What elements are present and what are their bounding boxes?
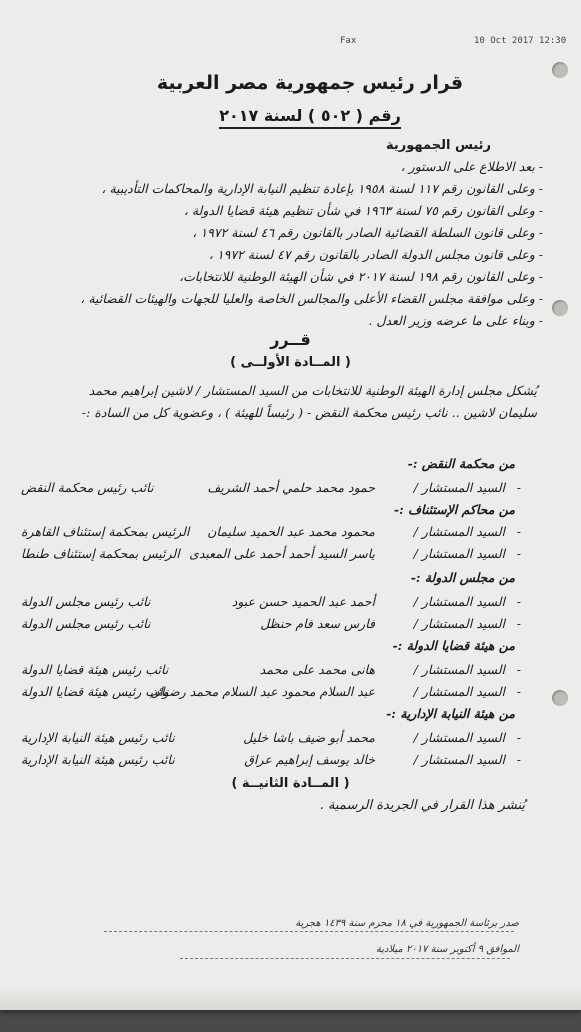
member-role: نائب رئيس محكمة النقض bbox=[21, 480, 154, 495]
preamble-line: - وعلى القانون رقم ١٩٨ لسنة ٢٠١٧ في شأن الهيئة الوطنية للانتخابات، bbox=[179, 269, 543, 284]
preamble-line: - وعلى القانون رقم ٧٥ لسنة ١٩٦٣ في شأن تنظيم هيئة قضايا الدولة ، bbox=[183, 203, 543, 218]
preamble-line: - بعد الاطلاع على الدستور ، bbox=[400, 159, 543, 174]
article-1-line: يُشكل مجلس إدارة الهيئة الوطنية للانتخابات من السيد المستشار / لاشين إبراهيم محمد bbox=[88, 383, 537, 398]
punch-hole-mark bbox=[552, 300, 568, 316]
bullet-dash: - bbox=[516, 480, 521, 495]
bullet-dash: - bbox=[516, 594, 521, 609]
member-name: هانى محمد على محمد bbox=[259, 662, 375, 677]
member-row bbox=[21, 684, 521, 704]
paper-edge bbox=[0, 985, 581, 1010]
preamble-line: - وعلى القانون رقم ١١٧ لسنة ١٩٥٨ بإعادة تنظيم النيابة الإدارية والمحاكمات التأديبية ، bbox=[101, 181, 543, 196]
member-role: الرئيس بمحكمة إستئناف طنطا bbox=[21, 546, 180, 561]
dashed-underline bbox=[104, 931, 514, 932]
preamble-line: - وبناء على ما عرضه وزير العدل . bbox=[368, 313, 543, 328]
member-role: نائب رئيس هيئة النيابة الإدارية bbox=[21, 730, 175, 745]
member-name: عبد السلام محمود عبد السلام محمد رضوان bbox=[149, 684, 375, 699]
member-title: السيد المستشار / bbox=[413, 594, 505, 609]
member-row bbox=[21, 546, 521, 566]
member-name: خالد يوسف إبراهيم عراق bbox=[244, 752, 375, 767]
section-heading-admin-prosecution: من هيئة النيابة الإدارية :- bbox=[386, 706, 515, 721]
member-title: السيد المستشار / bbox=[413, 752, 505, 767]
member-role: نائب رئيس هيئة قضايا الدولة bbox=[21, 684, 169, 699]
bullet-dash: - bbox=[516, 752, 521, 767]
fax-datetime: 10 Oct 2017 12:30 bbox=[474, 36, 567, 46]
decree-word: قــرر bbox=[270, 330, 311, 349]
member-row bbox=[21, 524, 521, 544]
preamble-line: - وعلى قانون مجلس الدولة الصادر بالقانون رقم ٤٧ لسنة ١٩٧٢ ، bbox=[208, 247, 543, 262]
section-heading-state-lawsuits: من هيئة قضايا الدولة :- bbox=[392, 638, 515, 653]
preamble-line: - وعلى موافقة مجلس القضاء الأعلى والمجالس الخاصة والعليا للجهات والهيئات القضائية ، bbox=[80, 291, 543, 306]
bullet-dash: - bbox=[516, 684, 521, 699]
member-row bbox=[21, 480, 521, 500]
bullet-dash: - bbox=[516, 662, 521, 677]
member-role: نائب رئيس هيئة قضايا الدولة bbox=[21, 662, 169, 677]
member-role: نائب رئيس مجلس الدولة bbox=[21, 594, 151, 609]
member-name: حمود محمد حلمي أحمد الشريف bbox=[207, 480, 375, 495]
member-role: الرئيس بمحكمة إستئناف القاهرة bbox=[21, 524, 190, 539]
member-row bbox=[21, 594, 521, 614]
president-label: رئيس الجمهورية bbox=[386, 138, 491, 153]
punch-hole-mark bbox=[552, 690, 568, 706]
member-title: السيد المستشار / bbox=[413, 480, 505, 495]
member-row bbox=[21, 752, 521, 772]
member-role: نائب رئيس هيئة النيابة الإدارية bbox=[21, 752, 175, 767]
article-1-heading: ( المــادة الأولــى ) bbox=[230, 355, 351, 370]
article-1-body bbox=[37, 380, 537, 424]
article-1-line: سليمان لاشين .. نائب رئيس محكمة النقض - ( رئيساً للهيئة ) ، وعضوية كل من السادة :- bbox=[81, 405, 537, 420]
section-heading-appeals: من محاكم الإستئناف :- bbox=[393, 502, 515, 517]
member-name: محمود محمد عبد الحميد سليمان bbox=[207, 524, 375, 539]
member-title: السيد المستشار / bbox=[413, 730, 505, 745]
member-title: السيد المستشار / bbox=[413, 524, 505, 539]
decree-title-block bbox=[100, 72, 520, 129]
member-row bbox=[21, 730, 521, 750]
article-2-heading: ( المــادة الثانيــة ) bbox=[231, 776, 350, 791]
punch-hole-mark bbox=[552, 62, 568, 78]
member-name: فارس سعد فام حنظل bbox=[260, 616, 375, 631]
member-role: نائب رئيس مجلس الدولة bbox=[21, 616, 151, 631]
bullet-dash: - bbox=[516, 730, 521, 745]
decree-title: قرار رئيس جمهورية مصر العربية bbox=[156, 72, 464, 94]
bullet-dash: - bbox=[516, 546, 521, 561]
issued-date-hijri: صدر برئاسة الجمهورية في ١٨ محرم سنة ١٤٣٩ هجرية bbox=[295, 918, 519, 929]
fax-header bbox=[0, 28, 581, 44]
member-title: السيد المستشار / bbox=[413, 684, 505, 699]
preamble bbox=[23, 156, 543, 332]
section-heading-cassation: من محكمة النقض :- bbox=[407, 456, 515, 471]
section-heading-state-council: من مجلس الدولة :- bbox=[410, 570, 515, 585]
bullet-dash: - bbox=[516, 524, 521, 539]
member-title: السيد المستشار / bbox=[413, 662, 505, 677]
member-name: أحمد عبد الحميد حسن عبود bbox=[231, 594, 375, 609]
member-name: ياسر السيد أحمد أحمد على المعبدى bbox=[189, 546, 375, 561]
issued-date-gregorian: الموافق ٩ أكتوبر سنة ٢٠١٧ ميلادية bbox=[375, 944, 519, 955]
article-2-body: يُنشر هذا القرار في الجريدة الرسمية . bbox=[319, 798, 525, 813]
member-title: السيد المستشار / bbox=[413, 546, 505, 561]
member-name: محمد أبو ضيف باشا خليل bbox=[243, 730, 375, 745]
dashed-underline bbox=[180, 958, 510, 959]
fax-label: Fax bbox=[340, 36, 357, 46]
member-title: السيد المستشار / bbox=[413, 616, 505, 631]
member-row bbox=[21, 662, 521, 682]
preamble-line: - وعلى قانون السلطة القضائية الصادر بالقانون رقم ٤٦ لسنة ١٩٧٢ ، bbox=[192, 225, 543, 240]
member-row bbox=[21, 616, 521, 636]
bullet-dash: - bbox=[516, 616, 521, 631]
decree-number: رقم ( ٥٠٢ ) لسنة ٢٠١٧ bbox=[219, 106, 401, 129]
